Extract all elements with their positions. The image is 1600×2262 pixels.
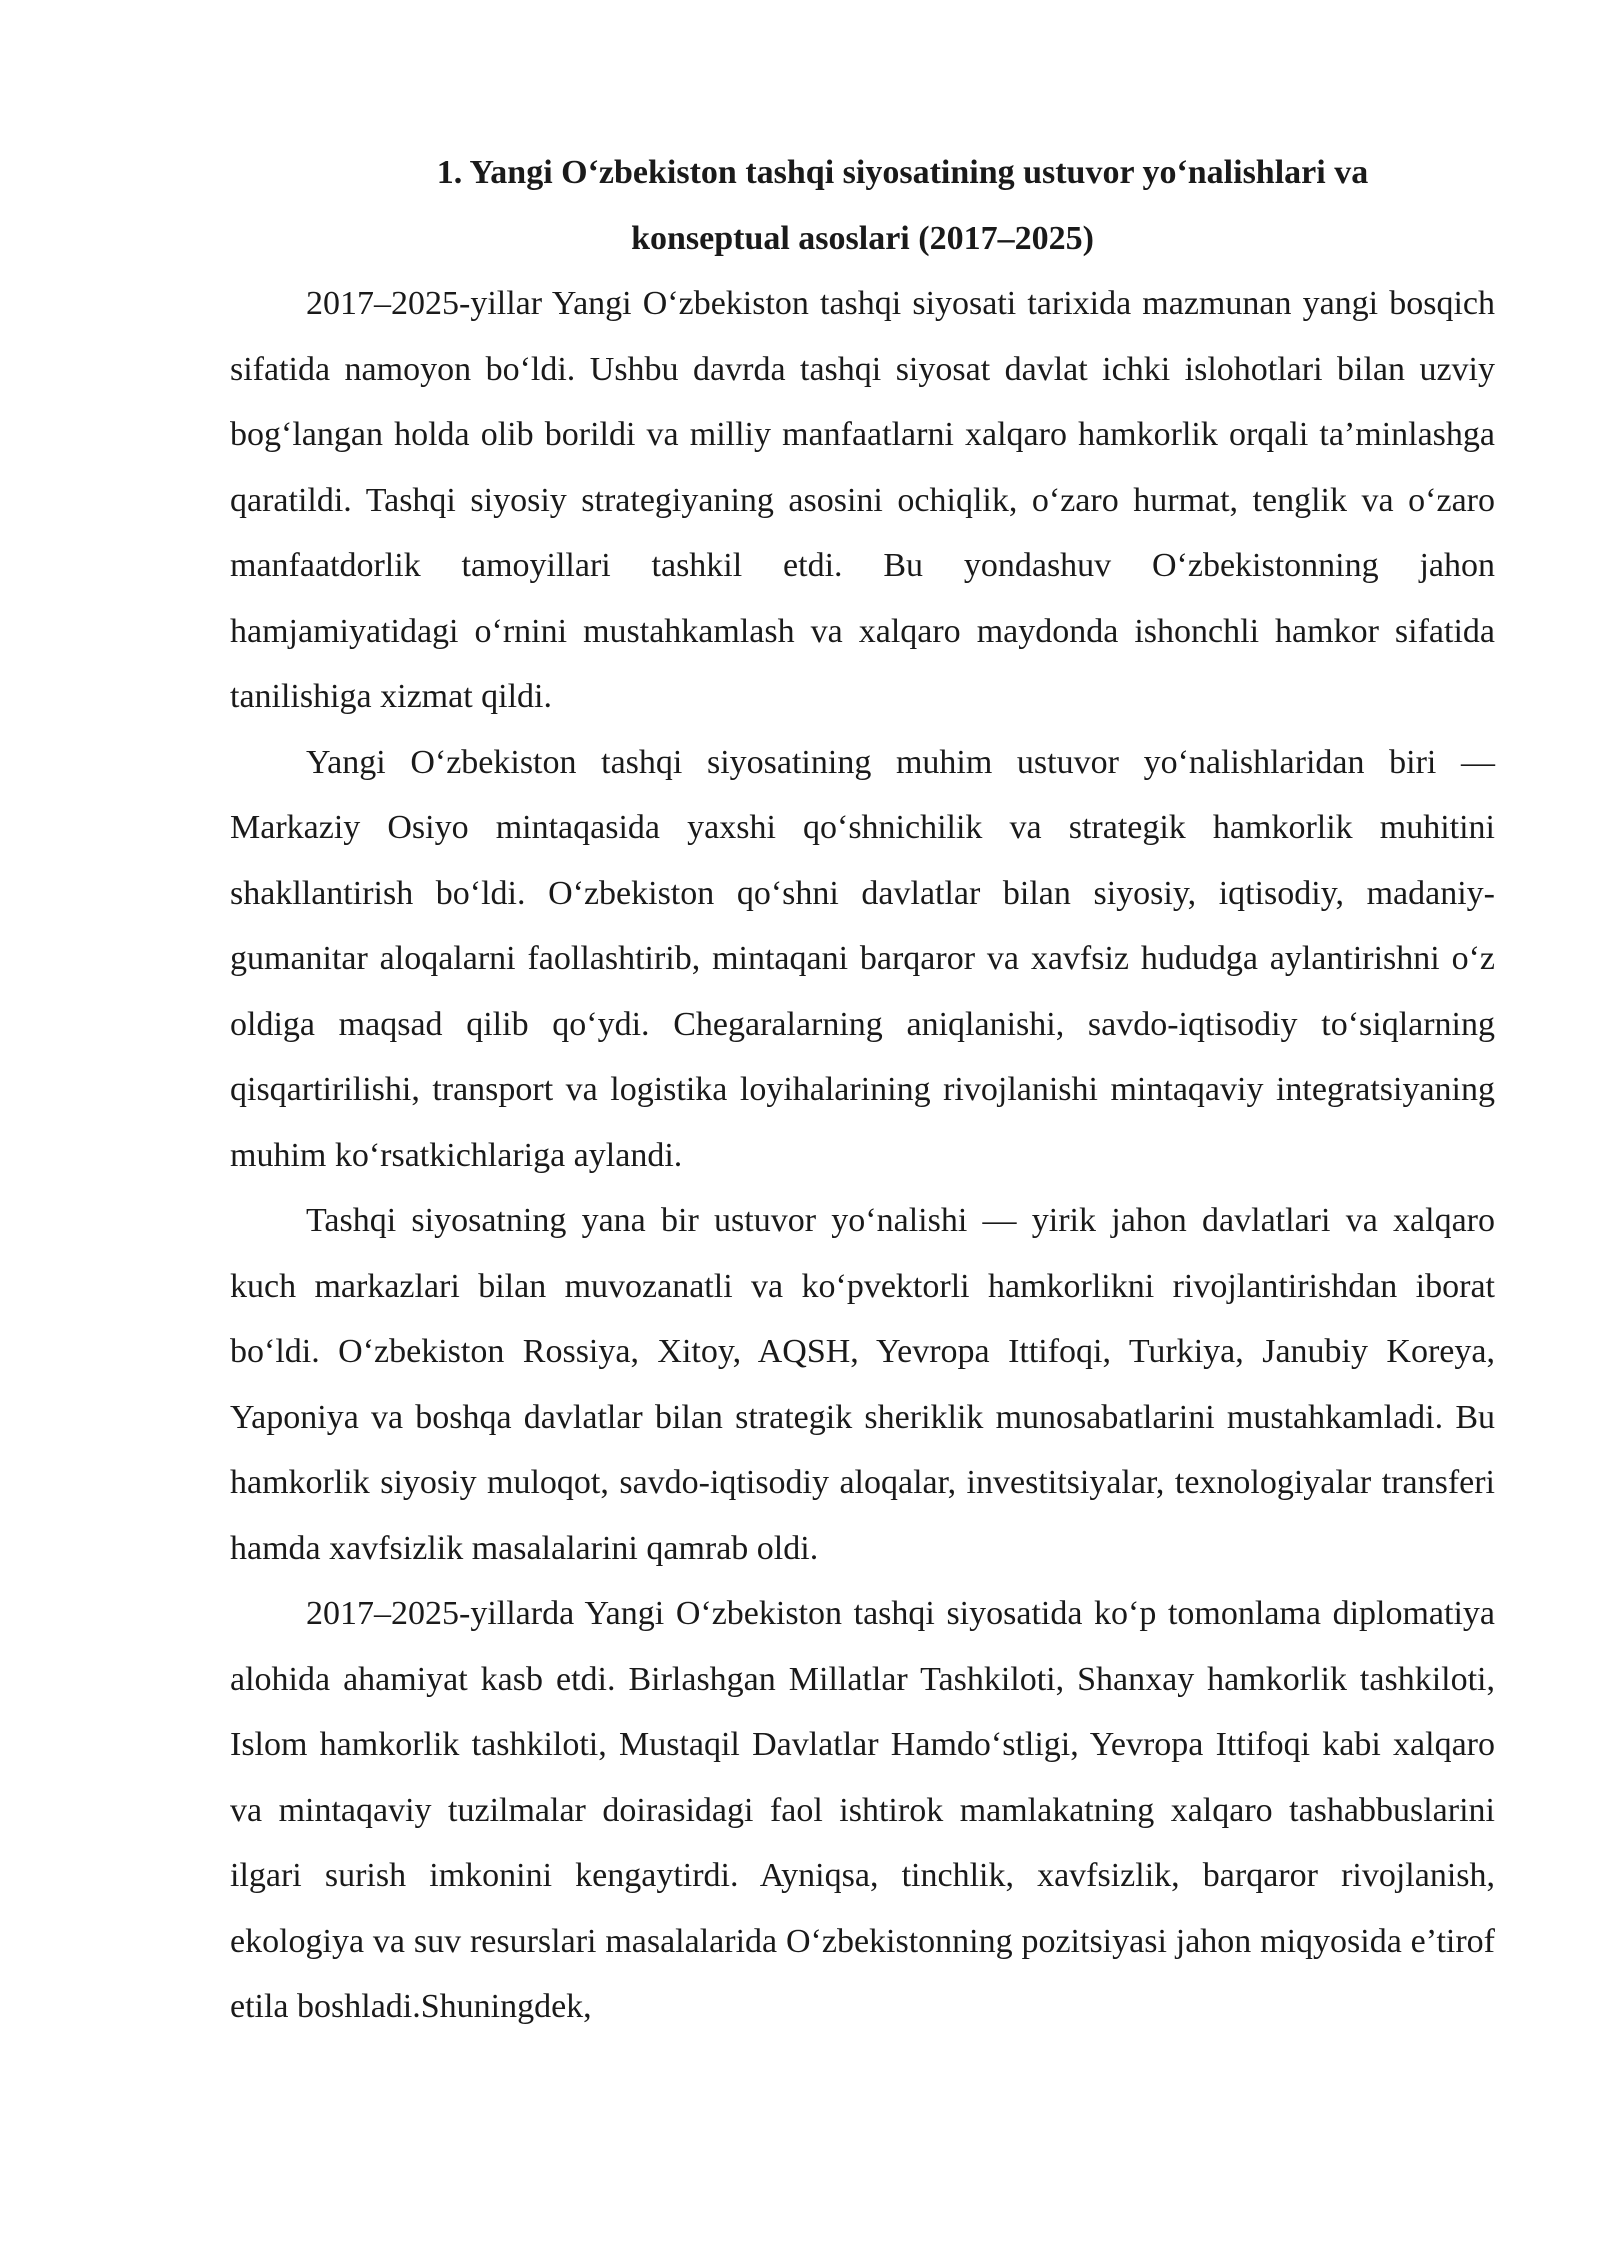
- section-title: [230, 140, 1495, 271]
- page-content: [230, 140, 1495, 2040]
- section-title-line-1: 1. Yangi O‘zbekiston tashqi siyosatining ustuvor yo‘nalishlari va: [436, 154, 1369, 191]
- paragraph-2: Yangi O‘zbekiston tashqi siyosatining muhim ustuvor yo‘nalishlaridan biri — Markaziy Osiyo mintaqasida yaxshi qo‘shnichilik va strategik hamkorlik muhitini shakllantirish bo‘ldi. O‘zbekiston qo‘shni davlatlar bilan siyosiy, iqtisodiy, madaniy-gumanitar aloqalarni faollashtirib, mintaqani barqaror va xavfsiz hududga aylantirishni o‘z oldiga maqsad qilib qo‘ydi. Chegaralarning aniqlanishi, savdo-iqtisodiy to‘siqlarning qisqartirilishi, transport va logistika loyihalarining rivojlanishi mintaqaviy integratsiyaning muhim ko‘rsatkichlariga aylandi.: [230, 743, 1495, 1174]
- paragraph-3: Tashqi siyosatning yana bir ustuvor yo‘nalishi — yirik jahon davlatlari va xalqaro kuch markazlari bilan muvozanatli va ko‘pvektorli hamkorlikni rivojlantirishdan iborat bo‘ldi. O‘zbekiston Rossiya, Xitoy, AQSH, Yevropa Ittifoqi, Turkiya, Janubiy Koreya, Yaponiya va boshqa davlatlar bilan strategik sheriklik munosabatlarini mustahkamladi. Bu hamkorlik siyosiy muloqot, savdo-iqtisodiy aloqalar, investitsiyalar, texnologiyalar transferi hamda xavfsizlik masalalarini qamrab oldi.: [230, 1202, 1495, 1567]
- section-title-line-2: konseptual asoslari (2017–2025): [631, 219, 1094, 257]
- paragraph-4: 2017–2025-yillarda Yangi O‘zbekiston tashqi siyosatida ko‘p tomonlama diplomatiya alohida ahamiyat kasb etdi. Birlashgan Millatlar Tashkiloti, Shanxay hamkorlik tashkiloti, Islom hamkorlik tashkiloti, Mustaqil Davlatlar Hamdo‘stligi, Yevropa Ittifoqi kabi xalqaro va mintaqaviy tuzilmalar doirasidagi faol ishtirok mamlakatning xalqaro tashabbuslarini ilgari surish imkonini kengaytirdi. Ayniqsa, tinchlik, xavfsizlik, barqaror rivojlanish, ekologiya va suv resurslari masalalarida O‘zbekistonning pozitsiyasi jahon miqyosida e’tirof etila boshladi.Shuningdek,: [230, 1595, 1495, 2025]
- paragraph-1: 2017–2025-yillar Yangi O‘zbekiston tashqi siyosati tarixida mazmunan yangi bosqich sifatida namoyon bo‘ldi. Ushbu davrda tashqi siyosat davlat ichki islohotlari bilan uzviy bog‘langan holda olib borildi va milliy manfaatlarni xalqaro hamkorlik orqali ta’minlashga qaratildi. Tashqi siyosiy strategiyaning asosini ochiqlik, o‘zaro hurmat, tenglik va o‘zaro manfaatdorlik tamoyillari tashkil etdi. Bu yondashuv O‘zbekistonning jahon hamjamiyatidagi o‘rnini mustahkamlash va xalqaro maydonda ishonchli hamkor sifatida tanilishiga xizmat qildi.: [230, 285, 1495, 715]
